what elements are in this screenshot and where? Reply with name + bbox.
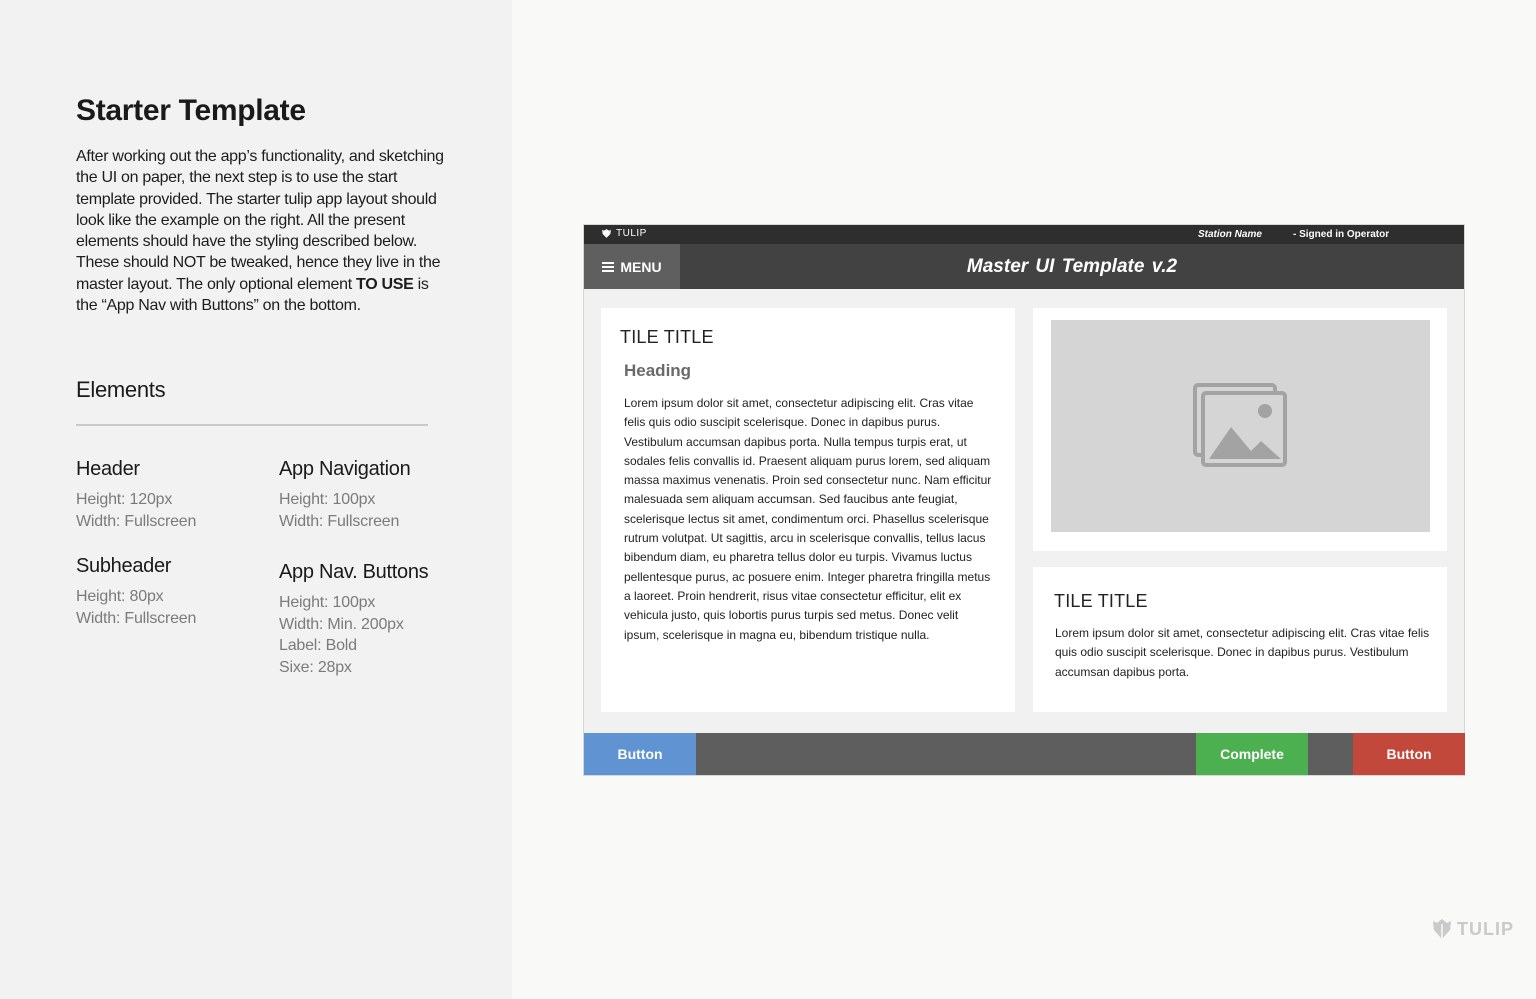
complete-button[interactable]: Complete [1196,733,1308,775]
tulip-corner-logo: TULIP [1432,918,1514,940]
tile-right [1033,567,1447,712]
tile-body-text: Lorem ipsum dolor sit amet, consectetur adipiscing elit. Cras vitae felis quis odio suscipit scelerisque. Donec in dapibus purus. Vestibulum accumsan dapibus porta. Nulla tempus turpis erat, ut sodales felis convallis id. Praesent aliquam purus lorem, sed aliquam massa maximus venenatis. Proin sed consectetur nunc. Nam efficitur malesuada sem aliquam accumsan. Sed faucibus ante feugiat, scelerisque lectus sit amet, condimentum orci. Phasellus scelerisque rutrum volutpat. Ut sagittis, arcu in scelerisque convallis, tellus lacus bibendum diam, eu pharetra tellus dolor eu turpis. Vivamus luctus pellentesque purus, ac posuere enim. Integer pharetra fringilla metus a laoreet. Proin hendrerit, risus vitae consectetur efficitur, elit ex vehicula justo, quis lobortis purus turpis sed metus. Donec velit ipsum, scelerisque in magna eu, bibendum tristique nulla. [624,396,992,642]
nav-button-left[interactable]: Button [584,733,696,775]
divider [76,424,428,426]
subheader-bar [584,244,1464,289]
template-preview [583,224,1465,776]
app-navigation-bar [584,733,1464,775]
hamburger-icon [602,262,614,271]
spec-subheader: Subheader Height: 80px Width: Fullscreen [76,555,197,627]
tile-heading: Heading [624,361,692,380]
tile-body-text: Lorem ipsum dolor sit amet, consectetur adipiscing elit. Cras vitae felis quis odio suscipit scelerisque. Donec in dapibus purus. Vestibulum accumsan dapibus porta. [1055,626,1430,679]
station-name: Station Name [1198,229,1262,240]
left-panel [0,0,512,999]
header-bar [584,225,1464,244]
intro-paragraph: After working out the app’s functionality, and sketching the UI on paper, the next step is to use the start template provided. The starter tulip app layout should look like the example on the right. All the present elements should have the styling described below. These should NOT be tweaked, hence they live in the master layout. The only optional element TO USE is the “App Nav with Buttons” on the bottom. [76,148,444,315]
elements-heading: Elements [76,377,166,402]
image-placeholder [1051,320,1430,532]
signed-in-operator: - Signed in Operator [1293,229,1390,240]
tulip-logo-icon [1432,918,1452,940]
app-title: Master UI Template v.2 [966,255,1178,277]
tile-title: TILE TITLE [620,327,714,347]
page-title: Starter Template [76,94,306,127]
menu-button[interactable] [584,244,680,289]
spec-header: Header Height: 120px Width: Fullscreen [76,458,197,530]
spec-app-navigation: App Navigation Height: 100px Width: Fullscreen [279,458,411,530]
nav-button-right[interactable]: Button [1353,733,1465,775]
menu-label: MENU [620,258,662,275]
image-icon [1193,383,1289,469]
tile-left [601,308,1015,712]
tile-image [1033,308,1447,551]
tulip-logo-icon [601,228,612,239]
spec-app-nav-buttons: App Nav. Buttons Height: 100px Width: Min. 200px Label: Bold Sixe: 28px [279,561,429,676]
tile-title: TILE TITLE [1054,591,1148,611]
header-brand: TULIP [601,228,647,239]
